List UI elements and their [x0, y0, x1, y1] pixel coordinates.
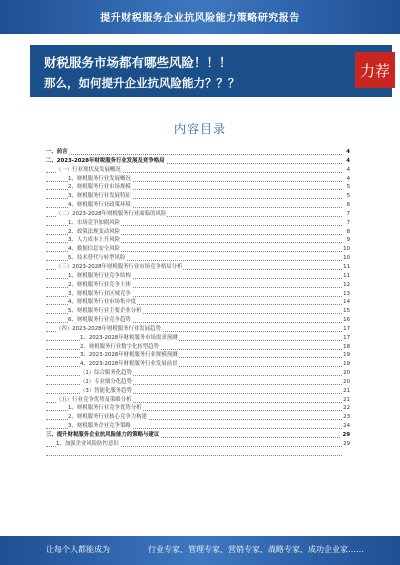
report-title: 提升财税服务企业抗风险能力策略研究报告	[100, 13, 300, 24]
toc-entry-page: 15	[343, 308, 350, 315]
toc-entry[interactable]	[46, 245, 350, 254]
toc-entry[interactable]	[46, 360, 350, 369]
toc-entry-page: 24	[343, 423, 350, 430]
toc-entry-page: 19	[343, 352, 350, 359]
toc-entry-page: 21	[343, 387, 350, 394]
toc-entry-title: 5、技术替代与转型风险	[68, 255, 126, 262]
toc-entry[interactable]	[46, 422, 350, 431]
toc-entry-title: 3、财税服务行业发展特征	[68, 193, 131, 200]
toc-entry-page: 19	[343, 361, 350, 368]
toc-entry[interactable]	[46, 334, 350, 343]
recommend-badge	[355, 52, 395, 88]
toc-entry-page: 6	[346, 202, 350, 209]
toc-entry-title: （四）2023-2028年财税服务行业发展趋势	[56, 325, 161, 332]
toc-entry-title: （二）2023-2028年财税服务行业面临的风险	[56, 210, 167, 217]
footer-slogan-right: 行业专家、管理专家、营销专家、战略专家、成功企业家……	[148, 545, 364, 554]
toc-entry-page: 8	[346, 228, 350, 235]
toc-entry-page: 5	[346, 184, 350, 191]
top-header-bar	[0, 0, 400, 34]
toc-entry-title: 4、财税服务行业政策环境	[68, 202, 131, 209]
toc-entry[interactable]	[46, 219, 350, 228]
toc-entry-page: 16	[343, 317, 350, 324]
toc-entry-page: 13	[343, 290, 350, 297]
toc-entry-title: 1、财税服务行业竞争结构	[68, 272, 131, 279]
banner-subheadline: 那么，如何提升企业抗风险能力？？？	[44, 76, 240, 90]
toc-entry[interactable]	[46, 236, 350, 245]
toc-entry[interactable]	[46, 404, 350, 413]
toc-entry-title: （三）2023-2028年财税服务行业市场竞争格局分析	[56, 263, 183, 270]
toc-entry-title: （1）综合服务化趋势	[80, 370, 132, 377]
toc-entry-page: 20	[343, 370, 350, 377]
toc-entry[interactable]	[46, 449, 350, 458]
toc-entry-page: 9	[346, 237, 350, 244]
toc-entry-title: 1、市场竞争加剧风险	[68, 219, 120, 226]
footer-bar	[0, 536, 400, 565]
toc-entry-page: 4	[346, 166, 350, 173]
toc-entry[interactable]	[46, 183, 350, 192]
toc-entry-page: 5	[346, 193, 350, 200]
toc-entry-title: 4、财税服务行业市场集中度	[68, 299, 137, 306]
toc-entry[interactable]	[46, 272, 350, 281]
toc-entry-page: 10	[343, 246, 350, 253]
toc-entry[interactable]	[46, 210, 350, 219]
toc-entry-title: 3、2023-2028年财税服务行业规模预测	[80, 352, 178, 359]
toc-entry-page: 22	[343, 405, 350, 412]
toc-entry[interactable]	[46, 201, 350, 210]
toc-entry-title: （一）行业现状及发展概况	[56, 166, 121, 173]
toc-entry-title: 3、财税服务行业区域竞争	[68, 290, 131, 297]
toc-entry-page: 20	[343, 378, 350, 385]
toc-entry[interactable]	[46, 192, 350, 201]
toc-entry-title: 3、财税服务企业竞争策略	[68, 423, 131, 430]
toc-entry[interactable]	[46, 263, 350, 272]
toc-entry-page: 10	[343, 255, 350, 262]
toc-entry[interactable]	[46, 351, 350, 360]
toc-entry[interactable]	[46, 343, 350, 352]
toc-entry-page: 17	[343, 334, 350, 341]
toc-entry[interactable]	[46, 413, 350, 422]
toc-entry[interactable]	[46, 378, 350, 387]
toc-entry-page: 11	[343, 263, 350, 270]
banner	[30, 45, 392, 97]
toc-entry-page: 11	[343, 272, 350, 279]
toc-entry-title: 2、政策法规变动风险	[68, 228, 120, 235]
toc-entry[interactable]	[46, 290, 350, 299]
toc-entry[interactable]	[46, 440, 350, 449]
table-of-contents	[46, 148, 350, 458]
toc-entry-title: 一、前言	[46, 149, 68, 155]
toc-leader-dots	[46, 154, 342, 155]
toc-entry[interactable]	[46, 148, 350, 157]
toc-entry[interactable]	[46, 431, 350, 440]
toc-entry-page: 7	[346, 219, 350, 226]
toc-entry[interactable]	[46, 307, 350, 316]
toc-entry-page: 29	[343, 440, 350, 447]
toc-entry-title: 1、加强企业风险防控意识	[56, 440, 119, 447]
toc-entry-title: 三、提升财税服务企业抗风险能力的策略与建议	[46, 432, 160, 438]
toc-entry[interactable]	[46, 254, 350, 263]
toc-entry[interactable]	[46, 157, 350, 166]
toc-entry[interactable]	[46, 369, 350, 378]
toc-entry[interactable]	[46, 166, 350, 175]
toc-entry-page: 4	[346, 149, 350, 155]
toc-entry-title: 1、财税服务行业竞争优势分析	[68, 405, 142, 412]
toc-entry-title: 6、财税服务行业竞争趋势	[68, 317, 131, 324]
toc-entry-page: 12	[343, 281, 350, 288]
toc-entry-page: 4	[346, 175, 350, 182]
toc-entry-title: 5、财税服务行业主要企业分析	[68, 308, 142, 315]
toc-entry-title: 4、数据信息安全风险	[68, 246, 120, 253]
toc-entry-page: 23	[343, 414, 350, 421]
toc-entry-title: 1、财税服务行业发展概况	[68, 175, 131, 182]
toc-entry[interactable]	[46, 228, 350, 237]
toc-entry-page: 4	[346, 157, 350, 164]
toc-entry-title: 4、2023-2028年财税服务行业发展前景	[80, 361, 178, 368]
toc-entry-page: 29	[342, 432, 350, 438]
toc-entry-page: 21	[343, 396, 350, 403]
toc-entry[interactable]	[46, 281, 350, 290]
toc-entry-title: 二、2023-2028年财税服务行业发展及竞争格局	[46, 157, 165, 164]
toc-entry[interactable]	[46, 325, 350, 334]
toc-entry-title: 2、财税服务行业竞争主体	[68, 281, 131, 288]
toc-entry-title: 2、财税服务行业市场规模	[68, 184, 131, 191]
toc-entry[interactable]	[46, 396, 350, 405]
toc-entry-page: 17	[343, 325, 350, 332]
toc-entry-page: 7	[346, 210, 350, 217]
toc-entry-title: （五）行业竞争优势及策略分析	[56, 396, 132, 403]
toc-entry-page: 14	[343, 299, 350, 306]
footer-slogan-left: 让每个人都能成为	[46, 545, 110, 554]
toc-entry-title: 3、人力成本上升风险	[68, 237, 120, 244]
toc-entry[interactable]	[46, 316, 350, 325]
toc-leader-dots	[46, 455, 342, 456]
toc-entry[interactable]	[46, 298, 350, 307]
toc-entry-title: 2、财税服务行业核心竞争力构建	[68, 414, 147, 421]
toc-entry[interactable]	[46, 175, 350, 184]
toc-entry[interactable]	[46, 387, 350, 396]
toc-entry-title: 2、财税服务行业数字化转型趋势	[80, 343, 159, 350]
toc-entry-title: （2）专业细分化趋势	[80, 378, 132, 385]
toc-heading: 内容目录	[173, 122, 226, 136]
toc-entry-title: 1、2023-2028年财税服务市场需求预测	[80, 334, 178, 341]
banner-headline: 财税服务市场都有哪些风险！！！	[44, 55, 232, 70]
toc-entry-page: 18	[343, 343, 350, 350]
badge-text: 力荐	[359, 62, 390, 80]
toc-entry-title: （3）智能化服务趋势	[80, 387, 132, 394]
